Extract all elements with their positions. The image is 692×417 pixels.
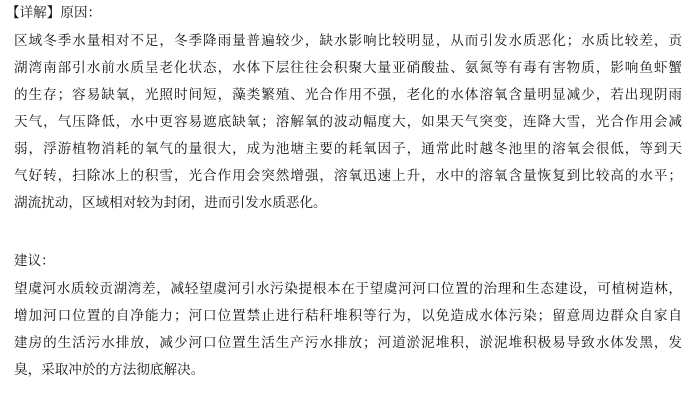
reason-line: 气好转，扫除冰上的积雪，光合作用会突然增强，溶氧迅速上升，水中的溶氧含量恢复到比较高的水平； xyxy=(14,168,682,184)
reason-line: 的生存；容易缺氧，光照时间短，藻类繁殖、光合作用不强，老化的水体溶氧含量明显减少，若出现阴雨 xyxy=(14,87,682,103)
reason-line: 区域冬季水量相对不足，冬季降雨量普遍较少，缺水影响比较明显，从而引发水质恶化；水质比较差，贡 xyxy=(14,33,682,49)
reason-line: 弱，浮游植物消耗的氧气的量很大，成为池塘主要的耗氧因子，通常此时越冬池里的溶氧会很低，等到天 xyxy=(14,141,682,157)
reason-line: 天气，气压降低，水中更容易遮底缺氧；溶解氧的波动幅度大，如果天气突变，连降大雪，光合作用会减 xyxy=(14,114,682,130)
suggestion-label: 建议： xyxy=(14,253,55,269)
suggestion-line: 建房的生活污水排放，减少河口位置生活生产污水排放；河道淤泥堆积，淤泥堆积极易导致水体发黑，发 xyxy=(14,335,682,351)
suggestion-line: 增加河口位置的自净能力；河口位置禁止进行秸秆堆积等行为，以免造成水体污染；留意周边群众自家自 xyxy=(14,308,682,324)
reason-line: 湖湾南部引水前水质呈老化状态，水体下层往往会积聚大量亚硝酸盐、氨氮等有毒有害物质，影响鱼虾蟹 xyxy=(14,60,682,76)
suggestion-line: 臭，采取冲於的方法彻底解决。 xyxy=(14,362,205,378)
reason-line: 湖流扰动，区域相对较为封闭，进而引发水质恶化。 xyxy=(14,195,327,211)
explanation-heading: 【详解】原因： xyxy=(6,5,102,21)
suggestion-line: 望虞河水质较贡湖湾差，减轻望虞河引水污染提根本在于望虞河河口位置的治理和生态建设，可植树造林， xyxy=(14,281,682,297)
